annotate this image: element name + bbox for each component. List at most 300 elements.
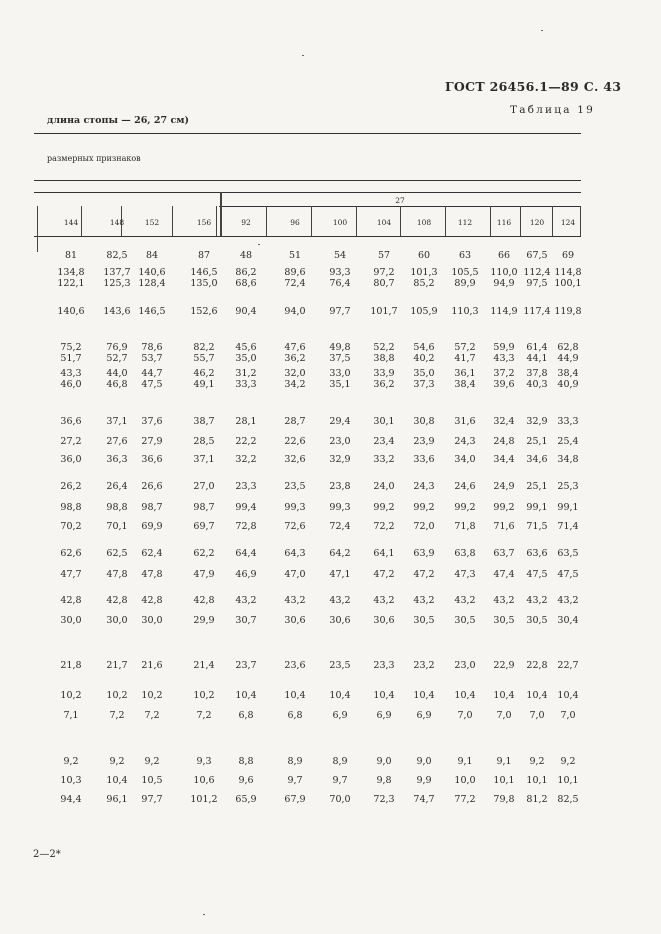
- table-cell: 25,4: [557, 436, 579, 447]
- table-cell: 10,2: [141, 690, 163, 701]
- table-cell: 21,4: [193, 660, 215, 671]
- table-cell: 40,3: [526, 379, 548, 390]
- table-cell: 37,8: [526, 368, 548, 379]
- table-cell: 40,2: [413, 353, 435, 364]
- table-cell: 72,2: [373, 521, 395, 532]
- table-cell: 28,7: [284, 416, 306, 427]
- table-cell: 30,4: [557, 615, 579, 626]
- table-cell: 125,3: [103, 278, 131, 289]
- table-cell: 54: [333, 250, 347, 261]
- table-cell: 96,1: [106, 794, 128, 805]
- table-cell: 22,7: [557, 660, 579, 671]
- table-cell: 79,8: [493, 794, 515, 805]
- table-cell: 44,7: [141, 368, 163, 379]
- table-cell: 23,8: [329, 481, 351, 492]
- table-cell: 7,0: [529, 710, 545, 721]
- table-cell: 30,0: [60, 615, 82, 626]
- table-cell: 49,8: [329, 342, 351, 353]
- table-cell: 105,9: [410, 306, 438, 317]
- table-cell: 46,0: [60, 379, 82, 390]
- table-cell: 137,7: [103, 267, 131, 278]
- table-cell: 30,8: [413, 416, 435, 427]
- table-cell: 32,6: [284, 454, 306, 465]
- table-cell: 98,7: [141, 502, 163, 513]
- table-cell: 74,7: [413, 794, 435, 805]
- table-cell: 36,2: [373, 379, 395, 390]
- table-cell: 49,1: [193, 379, 215, 390]
- table-cell: 99,1: [526, 502, 548, 513]
- table-cell: 23,5: [284, 481, 306, 492]
- table-cell: 10,4: [413, 690, 435, 701]
- table-cell: 99,1: [557, 502, 579, 513]
- table-cell: 140,6: [138, 267, 166, 278]
- column-divider: [266, 206, 267, 236]
- table-cell: 37,1: [193, 454, 215, 465]
- table-cell: 23,0: [329, 436, 351, 447]
- table-cell: 9,9: [416, 775, 432, 786]
- table-cell: 23,4: [373, 436, 395, 447]
- table-cell: 70,0: [329, 794, 351, 805]
- column-header: 104: [376, 218, 392, 227]
- table-cell: 62,8: [557, 342, 579, 353]
- table-cell: 34,4: [493, 454, 515, 465]
- table-cell: 87: [197, 250, 211, 261]
- table-cell: 152,6: [190, 306, 218, 317]
- table-cell: 52,2: [373, 342, 395, 353]
- table-cell: 72,3: [373, 794, 395, 805]
- table-cell: 23,6: [284, 660, 306, 671]
- table-cell: 33,2: [373, 454, 395, 465]
- column-header: 148: [109, 218, 125, 227]
- table-cell: 9,0: [416, 756, 432, 767]
- table-cell: 21,7: [106, 660, 128, 671]
- table-cell: 99,2: [493, 502, 515, 513]
- table-cell: 35,0: [235, 353, 257, 364]
- table-cell: 47,8: [106, 569, 128, 580]
- table-cell: 39,6: [493, 379, 515, 390]
- table-cell: 101,2: [190, 794, 218, 805]
- table-cell: 114,8: [554, 267, 582, 278]
- table-cell: 94,0: [284, 306, 306, 317]
- table-cell: 72,4: [284, 278, 306, 289]
- table-cell: 99,2: [413, 502, 435, 513]
- table-cell: 26,6: [141, 481, 163, 492]
- table-cell: 81: [64, 250, 78, 261]
- table-cell: 43,2: [284, 595, 306, 606]
- table-cell: 140,6: [57, 306, 85, 317]
- table-cell: 24,6: [454, 481, 476, 492]
- table-cell: 70,2: [60, 521, 82, 532]
- table-cell: 37,6: [141, 416, 163, 427]
- table-cell: 9,2: [109, 756, 125, 767]
- table-cell: 36,2: [284, 353, 306, 364]
- table-cell: 99,3: [329, 502, 351, 513]
- table-cell: 72,6: [284, 521, 306, 532]
- table-cell: 99,2: [454, 502, 476, 513]
- table-cell: 135,0: [190, 278, 218, 289]
- table-cell: 7,2: [196, 710, 212, 721]
- table-cell: 28,1: [235, 416, 257, 427]
- table-cell: 70,1: [106, 521, 128, 532]
- table-cell: 62,4: [141, 548, 163, 559]
- table-cell: 10,1: [493, 775, 515, 786]
- table-cell: 10,4: [493, 690, 515, 701]
- table-cell: 60: [417, 250, 431, 261]
- table-cell: 24,3: [454, 436, 476, 447]
- table-cell: 99,3: [284, 502, 306, 513]
- table-cell: 54,6: [413, 342, 435, 353]
- table-cell: 47,7: [60, 569, 82, 580]
- table-cell: 8,9: [332, 756, 348, 767]
- table-cell: 71,4: [557, 521, 579, 532]
- column-header: 156: [196, 218, 212, 227]
- table-cell: 7,1: [63, 710, 79, 721]
- table-cell: 89,9: [454, 278, 476, 289]
- table-cell: 30,0: [141, 615, 163, 626]
- table-cell: 30,5: [413, 615, 435, 626]
- table-cell: 10,4: [373, 690, 395, 701]
- table-cell: 44,0: [106, 368, 128, 379]
- table-cell: 90,4: [235, 306, 257, 317]
- column-header: 100: [332, 218, 348, 227]
- table-cell: 30,6: [329, 615, 351, 626]
- table-cell: 63,6: [526, 548, 548, 559]
- table-cell: 10,2: [106, 690, 128, 701]
- table-cell: 43,2: [413, 595, 435, 606]
- table-cell: 6,8: [287, 710, 303, 721]
- table-cell: 25,3: [557, 481, 579, 492]
- column-divider: [37, 206, 38, 252]
- table-cell: 43,3: [60, 368, 82, 379]
- table-cell: 29,4: [329, 416, 351, 427]
- table-cell: 76,9: [106, 342, 128, 353]
- table-cell: 34,6: [526, 454, 548, 465]
- table-cell: 63,7: [493, 548, 515, 559]
- table-cell: 47,5: [557, 569, 579, 580]
- scan-speck: [258, 244, 260, 245]
- table-cell: 27,2: [60, 436, 82, 447]
- table-cell: 7,2: [109, 710, 125, 721]
- table-cell: 75,2: [60, 342, 82, 353]
- table-cell: 10,0: [454, 775, 476, 786]
- table-cell: 25,1: [526, 436, 548, 447]
- table-cell: 26,2: [60, 481, 82, 492]
- table-cell: 43,2: [493, 595, 515, 606]
- table-cell: 100,1: [554, 278, 582, 289]
- table-cell: 47,9: [193, 569, 215, 580]
- table-cell: 41,7: [454, 353, 476, 364]
- table-cell: 128,4: [138, 278, 166, 289]
- table-cell: 36,6: [60, 416, 82, 427]
- table-cell: 51,7: [60, 353, 82, 364]
- table-cell: 9,1: [496, 756, 512, 767]
- table-cell: 45,6: [235, 342, 257, 353]
- table-cell: 36,1: [454, 368, 476, 379]
- table-cell: 35,1: [329, 379, 351, 390]
- table-cell: 32,0: [284, 368, 306, 379]
- table-cell: 57,2: [454, 342, 476, 353]
- table-cell: 86,2: [235, 267, 257, 278]
- table-cell: 32,9: [526, 416, 548, 427]
- table-cell: 82,5: [557, 794, 579, 805]
- table-cell: 38,4: [557, 368, 579, 379]
- table-cell: 93,3: [329, 267, 351, 278]
- table-cell: 33,3: [557, 416, 579, 427]
- table-cell: 36,6: [141, 454, 163, 465]
- table-cell: 10,4: [329, 690, 351, 701]
- scan-speck: [203, 914, 205, 915]
- header-rule-2: [34, 192, 581, 193]
- table-cell: 64,4: [235, 548, 257, 559]
- table-cell: 117,4: [523, 306, 551, 317]
- column-header: 96: [290, 218, 300, 227]
- table-cell: 42,8: [60, 595, 82, 606]
- page-mark: 2—2*: [33, 849, 61, 860]
- table-cell: 98,8: [60, 502, 82, 513]
- table-cell: 46,8: [106, 379, 128, 390]
- scan-speck: [541, 30, 543, 31]
- table-cell: 68,6: [235, 278, 257, 289]
- table-cell: 47,0: [284, 569, 306, 580]
- table-cell: 52,7: [106, 353, 128, 364]
- table-cell: 24,8: [493, 436, 515, 447]
- table-cell: 78,6: [141, 342, 163, 353]
- column-header: 112: [457, 218, 473, 227]
- table-cell: 110,3: [451, 306, 479, 317]
- table-cell: 94,9: [493, 278, 515, 289]
- table-cell: 110,0: [490, 267, 518, 278]
- table-cell: 69,7: [193, 521, 215, 532]
- table-cell: 63,9: [413, 548, 435, 559]
- table-cell: 9,2: [529, 756, 545, 767]
- table-cell: 33,0: [329, 368, 351, 379]
- table-cell: 30,6: [284, 615, 306, 626]
- table-cell: 10,1: [526, 775, 548, 786]
- table-cell: 6,9: [376, 710, 392, 721]
- table-cell: 98,7: [193, 502, 215, 513]
- table-cell: 6,8: [238, 710, 254, 721]
- table-cell: 98,8: [106, 502, 128, 513]
- table-cell: 32,2: [235, 454, 257, 465]
- table-cell: 22,9: [493, 660, 515, 671]
- table-cell: 64,3: [284, 548, 306, 559]
- table-cell: 37,3: [413, 379, 435, 390]
- table-cell: 10,4: [454, 690, 476, 701]
- table-cell: 47,1: [329, 569, 351, 580]
- table-cell: 33,9: [373, 368, 395, 379]
- table-cell: 8,8: [238, 756, 254, 767]
- table-cell: 22,2: [235, 436, 257, 447]
- table-cell: 10,3: [60, 775, 82, 786]
- table-cell: 23,0: [454, 660, 476, 671]
- column-header: 92: [241, 218, 251, 227]
- table-cell: 37,1: [106, 416, 128, 427]
- table-cell: 10,4: [557, 690, 579, 701]
- table-cell: 7,0: [560, 710, 576, 721]
- table-cell: 46,9: [235, 569, 257, 580]
- table-cell: 42,8: [141, 595, 163, 606]
- table-cell: 22,6: [284, 436, 306, 447]
- table-cell: 67,5: [526, 250, 548, 261]
- column-header: 116: [496, 218, 512, 227]
- table-cell: 51: [288, 250, 302, 261]
- table-cell: 22,8: [526, 660, 548, 671]
- table-cell: 35,0: [413, 368, 435, 379]
- table-cell: 36,3: [106, 454, 128, 465]
- table-cell: 65,9: [235, 794, 257, 805]
- table-cell: 37,2: [493, 368, 515, 379]
- table-cell: 48: [239, 250, 253, 261]
- group-divider: [220, 192, 222, 236]
- table-cell: 32,4: [493, 416, 515, 427]
- table-cell: 43,2: [454, 595, 476, 606]
- table-cell: 71,6: [493, 521, 515, 532]
- table-cell: 82,5: [106, 250, 128, 261]
- table-cell: 10,2: [193, 690, 215, 701]
- table-cell: 80,7: [373, 278, 395, 289]
- table-cell: 82,2: [193, 342, 215, 353]
- table-cell: 9,2: [144, 756, 160, 767]
- table-cell: 23,3: [235, 481, 257, 492]
- table-cell: 29,9: [193, 615, 215, 626]
- table-cell: 21,8: [60, 660, 82, 671]
- group-header-27: 27: [395, 196, 405, 205]
- table-cell: 9,1: [457, 756, 473, 767]
- table-cell: 61,4: [526, 342, 548, 353]
- table-cell: 9,7: [332, 775, 348, 786]
- table-cell: 9,0: [376, 756, 392, 767]
- table-cell: 143,6: [103, 306, 131, 317]
- table-cell: 7,2: [144, 710, 160, 721]
- table-cell: 122,1: [57, 278, 85, 289]
- table-cell: 44,1: [526, 353, 548, 364]
- column-header: 124: [560, 218, 576, 227]
- table-cell: 85,2: [413, 278, 435, 289]
- table-cell: 40,9: [557, 379, 579, 390]
- table-cell: 105,5: [451, 267, 479, 278]
- table-cell: 31,6: [454, 416, 476, 427]
- table-cell: 47,5: [141, 379, 163, 390]
- table-cell: 47,6: [284, 342, 306, 353]
- table-number-label: Таблица 19: [510, 104, 595, 116]
- table-cell: 9,2: [63, 756, 79, 767]
- table-cell: 10,2: [60, 690, 82, 701]
- table-cell: 37,5: [329, 353, 351, 364]
- table-cell: 6,9: [332, 710, 348, 721]
- table-cell: 72,4: [329, 521, 351, 532]
- table-cell: 43,3: [493, 353, 515, 364]
- column-header: 144: [63, 218, 79, 227]
- table-cell: 30,6: [373, 615, 395, 626]
- table-cell: 99,2: [373, 502, 395, 513]
- table-cell: 23,3: [373, 660, 395, 671]
- table-cell: 24,9: [493, 481, 515, 492]
- table-cell: 6,9: [416, 710, 432, 721]
- table-cell: 38,8: [373, 353, 395, 364]
- table-cell: 84: [145, 250, 159, 261]
- table-cell: 33,3: [235, 379, 257, 390]
- table-cell: 9,6: [238, 775, 254, 786]
- table-cell: 23,5: [329, 660, 351, 671]
- table-cell: 76,4: [329, 278, 351, 289]
- table-cell: 47,2: [413, 569, 435, 580]
- table-cell: 69,9: [141, 521, 163, 532]
- table-cell: 97,7: [141, 794, 163, 805]
- table-cell: 66: [497, 250, 511, 261]
- table-cell: 30,7: [235, 615, 257, 626]
- table-cell: 101,7: [370, 306, 398, 317]
- table-cell: 24,3: [413, 481, 435, 492]
- table-cell: 38,4: [454, 379, 476, 390]
- column-header-rule: [34, 236, 581, 237]
- table-cell: 67,9: [284, 794, 306, 805]
- table-cell: 34,8: [557, 454, 579, 465]
- table-cell: 24,0: [373, 481, 395, 492]
- table-cell: 97,5: [526, 278, 548, 289]
- table-cell: 57: [377, 250, 391, 261]
- table-cell: 30,5: [493, 615, 515, 626]
- table-cell: 119,8: [554, 306, 582, 317]
- table-cell: 47,2: [373, 569, 395, 580]
- table-cell: 42,8: [193, 595, 215, 606]
- header-rule-1: [34, 180, 581, 181]
- table-cell: 31,2: [235, 368, 257, 379]
- table-cell: 71,5: [526, 521, 548, 532]
- table-cell: 53,7: [141, 353, 163, 364]
- column-divider: [172, 206, 173, 236]
- table-cell: 89,6: [284, 267, 306, 278]
- table-cell: 23,9: [413, 436, 435, 447]
- table-cell: 114,9: [490, 306, 518, 317]
- table-cell: 71,8: [454, 521, 476, 532]
- table-cell: 64,1: [373, 548, 395, 559]
- table-cell: 10,6: [193, 775, 215, 786]
- table-cell: 33,6: [413, 454, 435, 465]
- table-cell: 62,2: [193, 548, 215, 559]
- table-cell: 97,2: [373, 267, 395, 278]
- table-cell: 81,2: [526, 794, 548, 805]
- table-cell: 23,7: [235, 660, 257, 671]
- table-cell: 47,3: [454, 569, 476, 580]
- table-cell: 62,6: [60, 548, 82, 559]
- table-cell: 112,4: [523, 267, 551, 278]
- table-cell: 64,2: [329, 548, 351, 559]
- table-cell: 43,2: [526, 595, 548, 606]
- table-cell: 21,6: [141, 660, 163, 671]
- table-cell: 59,9: [493, 342, 515, 353]
- column-header: 108: [416, 218, 432, 227]
- table-cell: 7,0: [457, 710, 473, 721]
- table-cell: 32,9: [329, 454, 351, 465]
- table-cell: 43,2: [329, 595, 351, 606]
- table-cell: 26,4: [106, 481, 128, 492]
- scan-speck: [302, 55, 304, 56]
- table-cell: 63,8: [454, 548, 476, 559]
- table-cell: 43,2: [557, 595, 579, 606]
- table-cell: 34,2: [284, 379, 306, 390]
- table-cell: 63: [458, 250, 472, 261]
- table-cell: 30,5: [526, 615, 548, 626]
- table-cell: 10,4: [284, 690, 306, 701]
- table-cell: 69: [561, 250, 575, 261]
- table-cell: 10,4: [526, 690, 548, 701]
- table-cell: 42,8: [106, 595, 128, 606]
- table-subtitle: размерных признаков: [47, 154, 141, 163]
- table-cell: 43,2: [235, 595, 257, 606]
- column-header: 120: [529, 218, 545, 227]
- table-cell: 94,4: [60, 794, 82, 805]
- table-cell: 44,9: [557, 353, 579, 364]
